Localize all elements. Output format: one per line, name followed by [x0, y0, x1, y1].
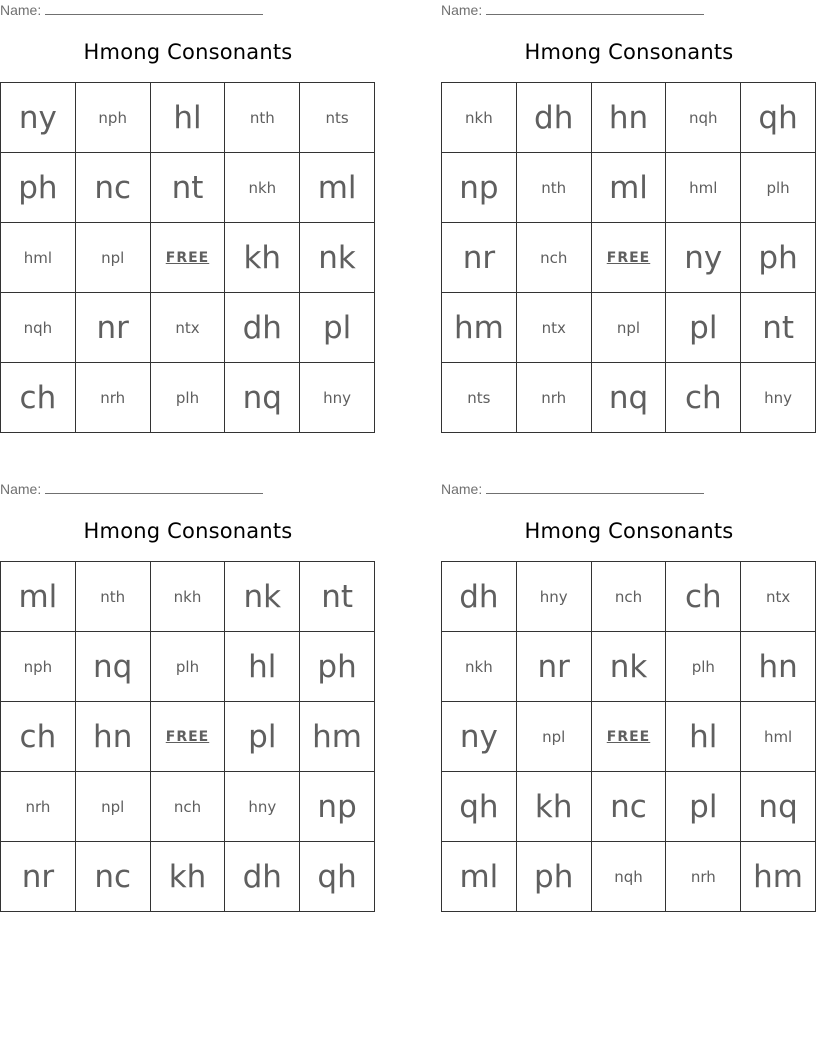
card-title: Hmong Consonants [83, 519, 293, 543]
bingo-cell: nrh [666, 842, 741, 912]
bingo-cell: nc [76, 842, 151, 912]
bingo-cell: ny [442, 702, 517, 772]
bingo-cell: nqh [666, 83, 741, 153]
bingo-cell: hny [300, 363, 375, 433]
bingo-cell: hn [592, 83, 667, 153]
bingo-cell: nr [1, 842, 76, 912]
name-blank [486, 481, 704, 494]
name-line [0, 481, 263, 499]
bingo-cell: plh [666, 632, 741, 702]
name-label: Name: [0, 2, 42, 18]
bingo-cell: ntx [517, 293, 592, 363]
bingo-cell: nkh [225, 153, 300, 223]
bingo-cell: hny [741, 363, 816, 433]
bingo-cell: dh [225, 293, 300, 363]
card-title: Hmong Consonants [524, 40, 734, 64]
bingo-cell: nq [76, 632, 151, 702]
bingo-cell: npl [592, 293, 667, 363]
bingo-cell: hl [151, 83, 226, 153]
name-label: Name: [441, 2, 483, 18]
bingo-cell: hml [666, 153, 741, 223]
bingo-cell: hn [741, 632, 816, 702]
bingo-cell: nch [517, 223, 592, 293]
free-space-cell: FREE [151, 702, 226, 772]
bingo-cell: ml [592, 153, 667, 223]
bingo-cell: ml [1, 562, 76, 632]
bingo-cell: pl [666, 293, 741, 363]
name-line [441, 2, 704, 20]
bingo-cell: npl [76, 772, 151, 842]
bingo-cell: pl [666, 772, 741, 842]
bingo-cell: nch [592, 562, 667, 632]
bingo-cell: ph [741, 223, 816, 293]
bingo-cell: nts [300, 83, 375, 153]
bingo-cell: ph [300, 632, 375, 702]
bingo-cell: ny [666, 223, 741, 293]
bingo-cell: npl [517, 702, 592, 772]
bingo-cell: nqh [1, 293, 76, 363]
bingo-cell: hny [517, 562, 592, 632]
bingo-cell: hm [741, 842, 816, 912]
bingo-cell: ntx [741, 562, 816, 632]
bingo-cell: ch [666, 363, 741, 433]
bingo-cell: kh [225, 223, 300, 293]
name-blank [45, 2, 263, 15]
bingo-cell: npl [76, 223, 151, 293]
bingo-cell: nt [300, 562, 375, 632]
bingo-cell: nr [76, 293, 151, 363]
bingo-cell: nth [225, 83, 300, 153]
bingo-cell: nk [300, 223, 375, 293]
bingo-cell: nts [442, 363, 517, 433]
bingo-cell: nrh [1, 772, 76, 842]
bingo-cell: np [442, 153, 517, 223]
bingo-cell: ch [1, 702, 76, 772]
bingo-cell: nph [76, 83, 151, 153]
bingo-cell: nr [442, 223, 517, 293]
bingo-cell: qh [741, 83, 816, 153]
free-space-cell: FREE [592, 223, 667, 293]
free-space-cell: FREE [592, 702, 667, 772]
bingo-cell: hn [76, 702, 151, 772]
bingo-cell: nt [151, 153, 226, 223]
bingo-cell: plh [151, 632, 226, 702]
bingo-cell: qh [442, 772, 517, 842]
bingo-cell: pl [300, 293, 375, 363]
bingo-cell: ntx [151, 293, 226, 363]
card-title: Hmong Consonants [83, 40, 293, 64]
bingo-cell: hl [225, 632, 300, 702]
bingo-cell: hml [1, 223, 76, 293]
name-label: Name: [0, 481, 42, 497]
bingo-cell: ny [1, 83, 76, 153]
bingo-cell: ph [1, 153, 76, 223]
bingo-cell: dh [442, 562, 517, 632]
bingo-cell: hl [666, 702, 741, 772]
name-blank [486, 2, 704, 15]
name-blank [45, 481, 263, 494]
bingo-cell: kh [151, 842, 226, 912]
bingo-cell: nc [76, 153, 151, 223]
bingo-cell: nkh [442, 83, 517, 153]
bingo-grid [441, 561, 816, 912]
bingo-cell: hml [741, 702, 816, 772]
bingo-cell: nc [592, 772, 667, 842]
bingo-cell: kh [517, 772, 592, 842]
bingo-cell: nq [225, 363, 300, 433]
bingo-cell: hny [225, 772, 300, 842]
name-line [441, 481, 704, 499]
bingo-cell: nrh [76, 363, 151, 433]
bingo-cell: ml [442, 842, 517, 912]
card-title: Hmong Consonants [524, 519, 734, 543]
bingo-cell: nt [741, 293, 816, 363]
bingo-cell: nk [592, 632, 667, 702]
bingo-cell: hm [300, 702, 375, 772]
bingo-cell: nph [1, 632, 76, 702]
bingo-cell: nrh [517, 363, 592, 433]
bingo-cell: nr [517, 632, 592, 702]
bingo-cell: nkh [151, 562, 226, 632]
bingo-cell: ph [517, 842, 592, 912]
bingo-cell: plh [151, 363, 226, 433]
bingo-cell: hm [442, 293, 517, 363]
bingo-cell: np [300, 772, 375, 842]
bingo-cell: ch [1, 363, 76, 433]
bingo-cell: nch [151, 772, 226, 842]
bingo-cell: ch [666, 562, 741, 632]
bingo-cell: nkh [442, 632, 517, 702]
bingo-cell: dh [225, 842, 300, 912]
bingo-cell: nqh [592, 842, 667, 912]
bingo-cell: qh [300, 842, 375, 912]
bingo-cell: nq [741, 772, 816, 842]
bingo-grid [0, 82, 375, 433]
bingo-cell: pl [225, 702, 300, 772]
bingo-grid [441, 82, 816, 433]
name-label: Name: [441, 481, 483, 497]
free-space-cell: FREE [151, 223, 226, 293]
bingo-cell: nq [592, 363, 667, 433]
bingo-cell: nk [225, 562, 300, 632]
bingo-cell: nth [517, 153, 592, 223]
bingo-cell: nth [76, 562, 151, 632]
bingo-cell: plh [741, 153, 816, 223]
bingo-cell: ml [300, 153, 375, 223]
bingo-cell: dh [517, 83, 592, 153]
name-line [0, 2, 263, 20]
bingo-grid [0, 561, 375, 912]
